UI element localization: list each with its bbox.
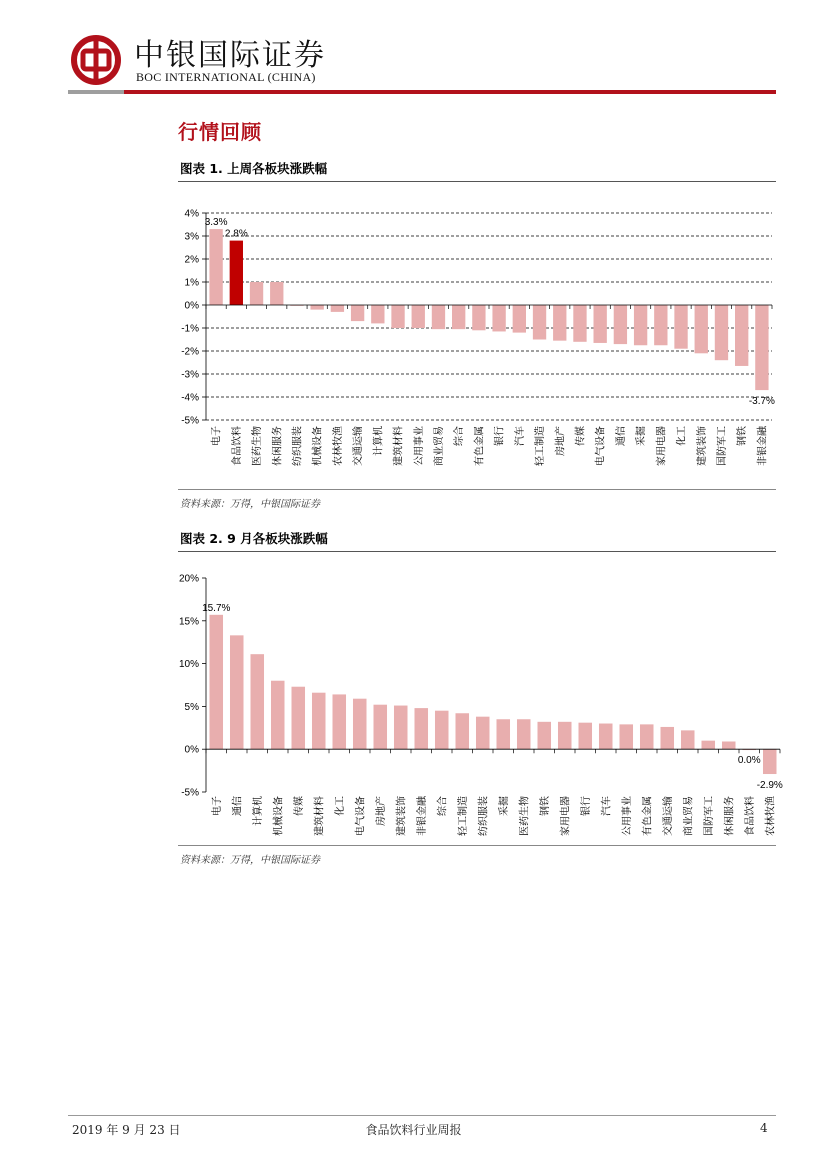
figure1-bottom-rule bbox=[178, 489, 776, 490]
y-tick-label: 2% bbox=[184, 254, 199, 266]
data-label: 2.8% bbox=[224, 228, 248, 240]
category-label: 非银金融 bbox=[416, 796, 428, 836]
category-label: 农林牧渔 bbox=[765, 796, 777, 836]
category-label: 房地产 bbox=[375, 796, 387, 826]
bar bbox=[332, 694, 346, 749]
y-tick-label: 0% bbox=[184, 300, 199, 312]
y-tick-label: -3% bbox=[181, 369, 199, 381]
category-label: 机械设备 bbox=[273, 796, 285, 836]
bar bbox=[412, 305, 425, 328]
bar bbox=[735, 305, 748, 366]
category-label: 房地产 bbox=[555, 426, 567, 456]
category-label: 银行 bbox=[494, 426, 506, 446]
bar bbox=[391, 305, 404, 328]
figure2-bottom-rule bbox=[178, 845, 776, 846]
category-label: 轻工制造 bbox=[457, 796, 469, 836]
y-tick-label: 0% bbox=[184, 744, 199, 756]
category-label: 建筑装饰 bbox=[696, 426, 708, 466]
bar bbox=[452, 305, 465, 329]
bar bbox=[472, 305, 485, 330]
bar bbox=[312, 693, 326, 749]
category-label: 休闲服务 bbox=[272, 426, 284, 466]
bar bbox=[594, 305, 607, 343]
category-label: 钢铁 bbox=[737, 426, 749, 446]
category-label: 电子 bbox=[211, 426, 223, 446]
category-label: 传媒 bbox=[575, 426, 587, 446]
bar bbox=[250, 282, 263, 305]
category-label: 电气设备 bbox=[595, 426, 607, 466]
category-label: 采掘 bbox=[498, 796, 510, 816]
bar bbox=[209, 615, 223, 749]
bar bbox=[291, 687, 305, 749]
y-tick-label: 15% bbox=[178, 616, 199, 628]
category-label: 家用电器 bbox=[560, 796, 572, 836]
bar bbox=[660, 727, 674, 749]
category-label: 建筑材料 bbox=[314, 796, 326, 836]
y-tick-label: -4% bbox=[181, 392, 199, 404]
category-label: 公用事业 bbox=[413, 426, 425, 466]
category-label: 通信 bbox=[615, 426, 627, 446]
bar bbox=[715, 305, 728, 360]
category-label: 综合 bbox=[454, 426, 466, 446]
category-label: 银行 bbox=[580, 796, 592, 816]
category-label: 建筑装饰 bbox=[396, 796, 408, 836]
data-label: -2.9% bbox=[756, 780, 783, 792]
bar bbox=[681, 730, 695, 749]
category-label: 公用事业 bbox=[621, 796, 633, 836]
footer-report-title: 食品饮料行业周报 bbox=[365, 1123, 462, 1137]
category-label: 汽车 bbox=[514, 426, 526, 446]
category-label: 医药生物 bbox=[252, 426, 264, 466]
bar bbox=[558, 722, 572, 749]
bar bbox=[533, 305, 546, 340]
header-rule-red bbox=[124, 90, 776, 94]
bar bbox=[674, 305, 687, 349]
bar bbox=[270, 282, 283, 305]
bar bbox=[599, 724, 613, 750]
data-label: 15.7% bbox=[202, 602, 231, 614]
category-label: 食品饮料 bbox=[744, 796, 756, 836]
bar bbox=[311, 305, 324, 310]
y-tick-label: 20% bbox=[178, 573, 199, 585]
category-label: 有色金属 bbox=[642, 796, 654, 836]
bar bbox=[496, 719, 510, 749]
y-tick-label: 5% bbox=[184, 701, 199, 713]
bar bbox=[351, 305, 364, 321]
category-label: 通信 bbox=[232, 796, 244, 816]
category-label: 汽车 bbox=[601, 796, 613, 816]
section-title: 行情回顾 bbox=[178, 120, 262, 144]
bar bbox=[230, 241, 243, 305]
figure1-source: 资料来源：万得，中银国际证券 bbox=[180, 499, 320, 510]
category-label: 建筑材料 bbox=[393, 426, 405, 466]
category-label: 有色金属 bbox=[474, 426, 486, 466]
bar bbox=[578, 723, 592, 750]
boc-logo-icon bbox=[70, 34, 122, 86]
figure2-top-rule bbox=[178, 551, 776, 552]
category-label: 交通运输 bbox=[662, 796, 674, 836]
bar bbox=[435, 711, 449, 750]
category-label: 综合 bbox=[437, 796, 449, 816]
category-label: 传媒 bbox=[293, 796, 305, 816]
bar bbox=[394, 706, 408, 750]
category-label: 国防军工 bbox=[716, 426, 728, 466]
bar bbox=[371, 305, 384, 323]
data-label: -3.7% bbox=[748, 396, 775, 408]
category-label: 医药生物 bbox=[519, 796, 531, 836]
bar bbox=[250, 654, 264, 749]
y-tick-label: -1% bbox=[181, 323, 199, 335]
bar bbox=[455, 713, 469, 749]
bar bbox=[373, 705, 387, 750]
footer-rule bbox=[68, 1115, 776, 1116]
figure2-chart bbox=[178, 560, 783, 846]
bar bbox=[517, 719, 531, 749]
category-label: 商业贸易 bbox=[683, 796, 695, 836]
bar bbox=[432, 305, 445, 329]
bar bbox=[271, 681, 285, 749]
figure2-source: 资料来源：万得，中银国际证券 bbox=[180, 855, 320, 866]
bar bbox=[722, 741, 736, 749]
bar bbox=[640, 724, 654, 749]
y-tick-label: -5% bbox=[181, 415, 199, 427]
bar bbox=[537, 722, 551, 749]
category-label: 国防军工 bbox=[703, 796, 715, 836]
category-label: 轻工制造 bbox=[535, 426, 547, 466]
brand-name-en: BOC INTERNATIONAL (CHINA) bbox=[136, 70, 316, 84]
category-label: 钢铁 bbox=[539, 796, 551, 816]
bar bbox=[230, 635, 244, 749]
figure1-top-rule bbox=[178, 181, 776, 182]
bar bbox=[763, 749, 777, 774]
bar bbox=[331, 305, 344, 312]
y-tick-label: -5% bbox=[181, 787, 199, 799]
bar bbox=[614, 305, 627, 344]
category-label: 纺织服装 bbox=[478, 796, 490, 836]
bar bbox=[654, 305, 667, 345]
bar bbox=[695, 305, 708, 353]
bar bbox=[209, 229, 222, 305]
bar bbox=[414, 708, 428, 749]
category-label: 化工 bbox=[334, 796, 346, 816]
footer-date: 2019 年 9 月 23 日 bbox=[72, 1123, 181, 1137]
header-rule-gray bbox=[68, 90, 124, 94]
bar bbox=[701, 741, 715, 750]
bar bbox=[513, 305, 526, 333]
y-tick-label: 10% bbox=[178, 659, 199, 671]
y-tick-label: -2% bbox=[181, 346, 199, 358]
category-label: 纺织服装 bbox=[292, 426, 304, 466]
bar bbox=[553, 305, 566, 341]
y-tick-label: 4% bbox=[184, 208, 199, 220]
data-label: 0.0% bbox=[737, 755, 761, 767]
bar bbox=[634, 305, 647, 345]
category-label: 化工 bbox=[676, 426, 688, 446]
category-label: 采掘 bbox=[636, 426, 648, 446]
figure1-title: 图表 1. 上周各板块涨跌幅 bbox=[180, 161, 328, 176]
bar bbox=[573, 305, 586, 342]
bar bbox=[619, 724, 633, 749]
category-label: 家用电器 bbox=[656, 425, 668, 466]
footer-page-number: 4 bbox=[760, 1121, 768, 1135]
data-label: 3.3% bbox=[204, 217, 228, 229]
category-label: 机械设备 bbox=[312, 426, 324, 466]
bar bbox=[492, 305, 505, 331]
bar bbox=[755, 305, 768, 390]
category-label: 休闲服务 bbox=[724, 796, 736, 836]
category-label: 电子 bbox=[211, 796, 223, 816]
figure1-chart bbox=[178, 190, 778, 486]
y-tick-label: 3% bbox=[184, 231, 199, 243]
category-label: 非银金融 bbox=[757, 426, 769, 466]
figure2-title: 图表 2. 9 月各板块涨跌幅 bbox=[180, 531, 328, 546]
category-label: 商业贸易 bbox=[433, 426, 445, 466]
category-label: 食品饮料 bbox=[231, 426, 243, 466]
y-tick-label: 1% bbox=[184, 277, 199, 289]
category-label: 交通运输 bbox=[353, 426, 365, 466]
category-label: 农林牧渔 bbox=[332, 426, 344, 466]
bar bbox=[476, 717, 490, 750]
category-label: 电气设备 bbox=[355, 796, 367, 836]
category-label: 计算机 bbox=[373, 426, 385, 456]
bar bbox=[353, 699, 367, 750]
brand-name-cn: 中银国际证券 bbox=[134, 38, 326, 73]
category-label: 计算机 bbox=[252, 796, 264, 826]
